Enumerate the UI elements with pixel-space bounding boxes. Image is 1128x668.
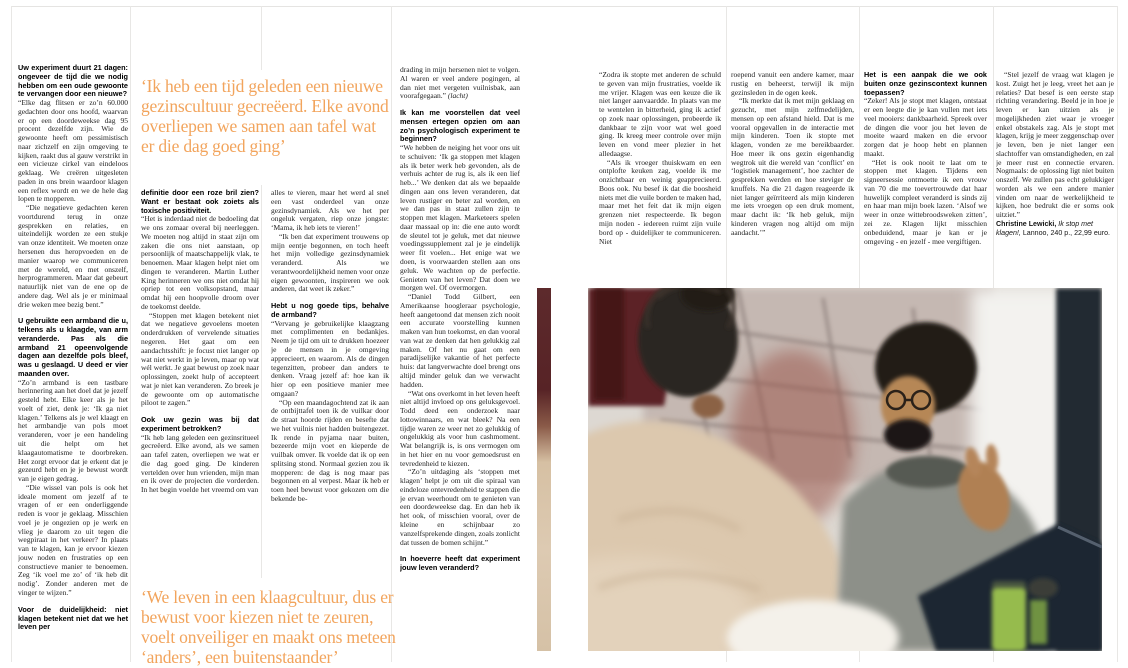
credit-title: Ik stop met klagen!, <box>996 220 1093 238</box>
interview-question: definitie door een roze bril zien? Want er bestaat ook zoiets als toxische positiviteit. <box>141 189 259 215</box>
credit-publisher: Lannoo, 240 p., 22,99 euro. <box>1020 229 1110 238</box>
book-credit <box>996 220 1114 238</box>
interview-question: Hebt u nog goede tips, behalve de armband? <box>271 301 389 319</box>
photo-illustration <box>588 288 1102 651</box>
interview-answer: “Zeker! Als je stopt met klagen, ontstaat er een leegte die je kan vullen met iets veel mooiers: dankbaarheid. Spreek over de dingen die voor jou het leven de moeite waard maken en die ervoor zorgen dat je hoop hebt en plannen maakt. <box>864 96 987 158</box>
column-rule <box>11 6 12 662</box>
interview-answer: “Zo’n uitdaging als ‘stoppen met klagen’ helpt je om uit die spiraal van eindeloze ontevredenheid te stappen die je ervan weerhoudt om te genieten van een doordeweekse dag. En dan heb ik het ook, of misschien vooral, over de kleine en schijnbaar zo vanzelfsprekende dingen, zoals zonlicht dat tussen de bomen schijnt.” <box>400 467 520 547</box>
interview-answer: “Ik merkte dat ik met mijn geklaag en gezucht, met mijn zelfmedelijden, mensen op een afstand hield. Dat is me vooral opgevallen in de interactie met mijn kinderen. Toen ik stopte met klagen, vonden ze me bereikbaarder. Hoe meer ik ons gezin eigenhandig wegtrok uit die wereld van ‘conflict’ en ‘logistiek management’, hoe zachter de gesprekken werden en hoe steviger de knuffels. Na die 21 dagen reageerde ik niet langer geïrriteerd als mijn kinderen me iets vroegen op een druk moment, maar dacht ik: ‘Ik heb geluk, mijn kinderen vragen nog altijd om mijn aandacht.’” <box>731 96 854 237</box>
text-column-2 <box>141 189 259 561</box>
text-column-4 <box>400 66 520 666</box>
interview-question: Uw experiment duurt 21 dagen: ongeveer de tijd die we nodig hebben om een oude gewoonte te vervangen door een nieuwe? <box>18 64 128 99</box>
pull-quote-bottom: ‘We leven in een klaagcultuur, dus er bewust voor kiezen niet te zeuren, voelt onveiliger en maakt ons meteen ‘anders’, een buitenstaander’ <box>141 587 396 668</box>
text-column-1 <box>18 64 128 664</box>
interview-answer: “Daniel Todd Gilbert, een Amerikaanse hoogleraar psychologie, heeft aangetoond dat mensen zich nooit een accurate voorstelling kunnen maken van hun toekomst, en dan vooral van wat ze denken dat hen gelukkig zal maken. Of het nu gaat om een paradijselijke vakantie of het perfecte huis: dat langverwachte doel brengt ons altijd minder geluk dan we verwacht hadden. <box>400 292 520 389</box>
interview-answer: “Wat ons overkomt in het leven heeft niet altijd invloed op ons geluksgevoel. Todd deed een onderzoek naar lottowinnaars, en wat bleek? Na een tijdje waren ze weer net zo gelukkig of ongelukkig als voor hun cashmoment. Wat belangrijk is, is ons vermogen om in het hier en nu voor gemoedsrust en tevredenheid te kiezen. <box>400 388 520 468</box>
interview-answer: “We hebben de neiging het voor ons uit te schuiven: ‘Ik ga stoppen met klagen als ik beter werk heb gevonden, als de verhuis achter de rug is, als ik een lief heb...’ We denken dat als we bepaalde dingen aan ons leven veranderen, dat leven rustiger en beter zal worden, en we dan pas in staat zullen zijn te stoppen met klagen. Marketeers spelen daar massaal op in: die ene auto wordt de sleutel tot je geluk, met dat nieuwe voedingssupplement zal je je eindelijk weer fit voelen... Het enige wat we doen, is voorwaarden stellen aan ons geluk. We wachten op de perfectie. Genieten van het leven? Dat doen we morgen wel. Of overmorgen. <box>400 143 520 293</box>
interview-answer: “Zo’n armband is een tastbare herinnering aan het doel dat je jezelf gesteld hebt. Elke keer als je het voelt of ziet, denk je: ‘Ik ga niet klagen.’ Telkens als je wel klaagt en het armbandje van pols moet veranderen, voer je een handeling uit die helpt om het klaagautomatisme te doorbreken. Het zorgt ervoor dat je erkent dat je gezeurd hebt en je je bewust wordt van je eigen gedrag. <box>18 377 128 484</box>
column-rule <box>261 6 262 70</box>
spread-photo <box>588 288 1102 651</box>
interview-question: U gebruikte een armband die u, telkens als u klaagde, van arm veranderde. Pas als die armband 21 opeenvolgende dagen aan dezelfde pols bleef, was u geslaagd. U deed er vier maanden over. <box>18 316 128 378</box>
interview-question: Voor de duidelijkheid: niet klagen betekent niet dat we het leven per <box>18 604 128 632</box>
column-rule <box>1117 6 1118 662</box>
interview-answer: “Die negatieve gedachten keren voortdurend terug in onze gesprekken en relaties, en uiteindelijk worden ze een stukje van onze identiteit. We moeten onze hersenen dus heropvoeden en de manier waarop we communiceren met de wereld, en met onszelf, herprogrammeren. Maar dat gebeurt natuurlijk niet van de ene op de andere dag. Wel als je er minimaal drie weken mee bezig bent.” <box>18 203 128 309</box>
answer-continuation <box>400 66 520 101</box>
interview-answer: “Elke dag flitsen er zo’n 60.000 gedachten door ons hoofd, waarvan er op een doordeweekse dag 95 procent dezelfde zijn. Wie de gewoonte heeft om pessimistisch naar zichzelf en zijn omgeving te kijken, raakt dus al gauw verstrikt in een vicieuze cirkel van eindeloos geklaag. We creëren uitgesleten paden in ons brein waardoor klagen een reflex wordt en we de hele dag lopen te mopperen. <box>18 98 128 204</box>
interview-question: Ik kan me voorstellen dat veel mensen ertegen opzien om aan zo’n psychologisch experiment te beginnen? <box>400 108 520 144</box>
answer-continuation: alles te vieren, maar het werd al snel een vast onderdeel van onze gezinsdynamiek. Als we het per ongeluk vergaten, riep onze jongste: ‘Mama, ik heb iets te vieren!’ <box>271 189 389 233</box>
interview-answer: “Zodra ik stopte met anderen de schuld te geven van mijn frustraties, voelde ik me vrijer. Klagen was een keuze die ik niet langer aanvaardde. In plaats van me te wentelen in bitterheid, ging ik actief op zoek naar oplossingen, probeerde ik dankbaar te zijn voor wat wel goed ging. Ik kreeg meer controle over mijn leven en vond meer plezier in het alledaagse. <box>599 71 721 158</box>
interview-answer: “Op een maandagochtend zat ik aan de ontbijttafel toen ik de vuilkar door de straat hoorde rijden en besefte dat we het vuilnis niet hadden buitengezet. Ik rende in pyjama naar buiten, bezeerde mijn voet en kieperde de vuilbak omver. Ik voelde dat ik op een splitsing stond. Normaal gezien zou ik mopperen: de dag is nog maar pas begonnen en al verpest. Maar ik heb er toen heel bewust voor gekozen om die bekende be- <box>271 397 389 503</box>
interview-question: Ook uw gezin was bij dat experiment betrokken? <box>141 415 259 433</box>
laughs-note: (lacht) <box>447 91 468 101</box>
interview-answer: “Ik ben dat experiment trouwens op mijn eentje begonnen, en toch heeft het mijn volledige gezinsdynamiek veranderd. Als we verantwoordelijkheid nemen voor onze eigen gewoonten, inspireren we ook anderen, dat weet ik zeker.” <box>271 231 389 294</box>
column-rule <box>261 185 262 578</box>
interview-answer: “Als ik vroeger thuiskwam en een ontplofte keuken zag, voelde ik me onzichtbaar en weinig geapprecieerd. Boos ook. Nu besef ik dat die boosheid niets met die vuile borden te maken had, maar met het feit dat ik mijn eigen grenzen niet respecteerde. Ik begon mijn noden - iedereen ruimt zijn vuile bord op - duidelijker te communiceren. Niet <box>599 157 721 246</box>
interview-answer: “Stoppen met klagen betekent niet dat we negatieve gevoelens moeten onderdrukken of vervelende situaties negeren. Het gaat om een aandachtsshift: je focust niet langer op wat niet werkt in je leven, maar op wat wél werkt. Je gaat bewust op zoek naar oplossingen, zoekt hulp of accepteert wat je niet kan veranderen. Zo breek je de gewoonte om op automatische piloot te zagen.” <box>141 310 259 408</box>
interview-answer: “Die wissel van pols is ook het ideale moment om jezelf af te vragen of er een onderliggende reden is voor je geklaag. Misschien voel je je ongezien op je werk en vlieg je daarom zo uit tegen die wegpiraat in het verkeer? In plaats van te klagen, kan je ervoor kiezen jouw noden en frustraties op een constructieve manier te benoemen. Zeg ‘ik voel me zo’ of ‘ik heb dit nodig’. Zonder anderen met de vinger te wijzen.” <box>18 482 128 597</box>
answer-continuation: roepend vanuit een andere kamer, maar rustig en beheerst, terwijl ik mijn gezinsleden in de ogen keek. <box>731 71 854 97</box>
answer-text: drading in mijn hersenen niet te volgen. Al waren er veel andere pogingen, al dan niet met vergeten vuilnisbak, aan voorafgegaan.” <box>400 66 520 101</box>
interview-question: Het is een aanpak die we ook buiten onze gezinscontext kunnen toepassen? <box>864 71 987 97</box>
interview-answer: “Het is ook nooit te laat om te stoppen met klagen. Tijdens een signeersessie ontmoette ik een vrouw van 70 die me toevertrouwde dat haar huwelijk compleet veranderd is sinds zij en haar man mijn boek lazen. ‘Alsof we weer in onze wittebroodsweken zitten’, zei ze. Klagen lijkt misschien onbeduidend, maar je kan er je omgeving - en jezelf - mee vergiftigen. <box>864 157 987 246</box>
interview-answer: “Vervang je gebruikelijke klaagzang met complimenten en bedankjes. Neem je tijd om uit te drukken hoezeer je de mensen in je omgeving apprecieert, en waarom. Als de dingen tegenzitten, probeer dan anders te denken. Vraag jezelf af: hoe kan ik hier op een positieve manier mee omgaan? <box>271 318 389 398</box>
interview-answer: “Het is inderdaad niet de bedoeling dat we ons zomaar overal bij neerleggen. We moeten nog altijd in staat zijn om zaken die ons niet aanstaan, op persoonlijk of maatschappelijk vlak, te benoemen. Maar klagen helpt niet om dingen te veranderen. Martin Luther King herinneren we ons niet omdat hij opriep tot een volksopstand, maar omdat hij een hoopvolle droom over de toekomst deelde. <box>141 214 259 311</box>
text-column-6 <box>731 71 854 283</box>
text-column-3 <box>271 189 389 561</box>
column-rule <box>130 6 131 662</box>
text-column-7 <box>864 71 987 285</box>
interview-answer: “Stel jezelf de vraag wat klagen je kost. Zuigt het je leeg, vreet het aan je relaties? Dat besef is een eerste stap richting verandering. Beeld je in hoe je leven er kan uitzien als je mogelijkheden ziet waar je vroeger enkel obstakels zag. Als je stopt met klagen, krijg je meer zeggenschap over je leven, ben je niet langer een slachtoffer van omstandigheden, en zal je meer rust en connectie ervaren. Nogmaals: de oplossing ligt niet buiten onszelf. We zullen pas echt gelukkiger worden als we een andere manier vinden om naar de werkelijkheid te kijken, hoe bedrukt die er soms ook uitziet.” <box>996 71 1114 220</box>
interview-question: In hoeverre heeft dat experiment jouw leven veranderd? <box>400 554 520 573</box>
credit-author: Christine Lewicki, <box>996 220 1059 229</box>
text-column-8 <box>996 71 1114 285</box>
photo-gutter-sliver <box>537 288 551 651</box>
text-column-5 <box>599 71 721 283</box>
top-rule <box>11 6 1117 7</box>
pull-quote-top: ‘Ik heb een tijd geleden een nieuwe gezinscultuur gecreëerd. Elke avond overliepen we samen aan tafel wat er die dag goed ging’ <box>141 76 389 157</box>
interview-answer: “Ik heb lang geleden een gezinsritueel gecreëerd. Elke avond, als we samen aan tafel zaten, overliepen we wat er die dag goed ging. De kinderen vertelden over hun vrienden, mijn man en ik over de projecten die vorderden. In het begin voelde het vreemd om van <box>141 432 259 495</box>
